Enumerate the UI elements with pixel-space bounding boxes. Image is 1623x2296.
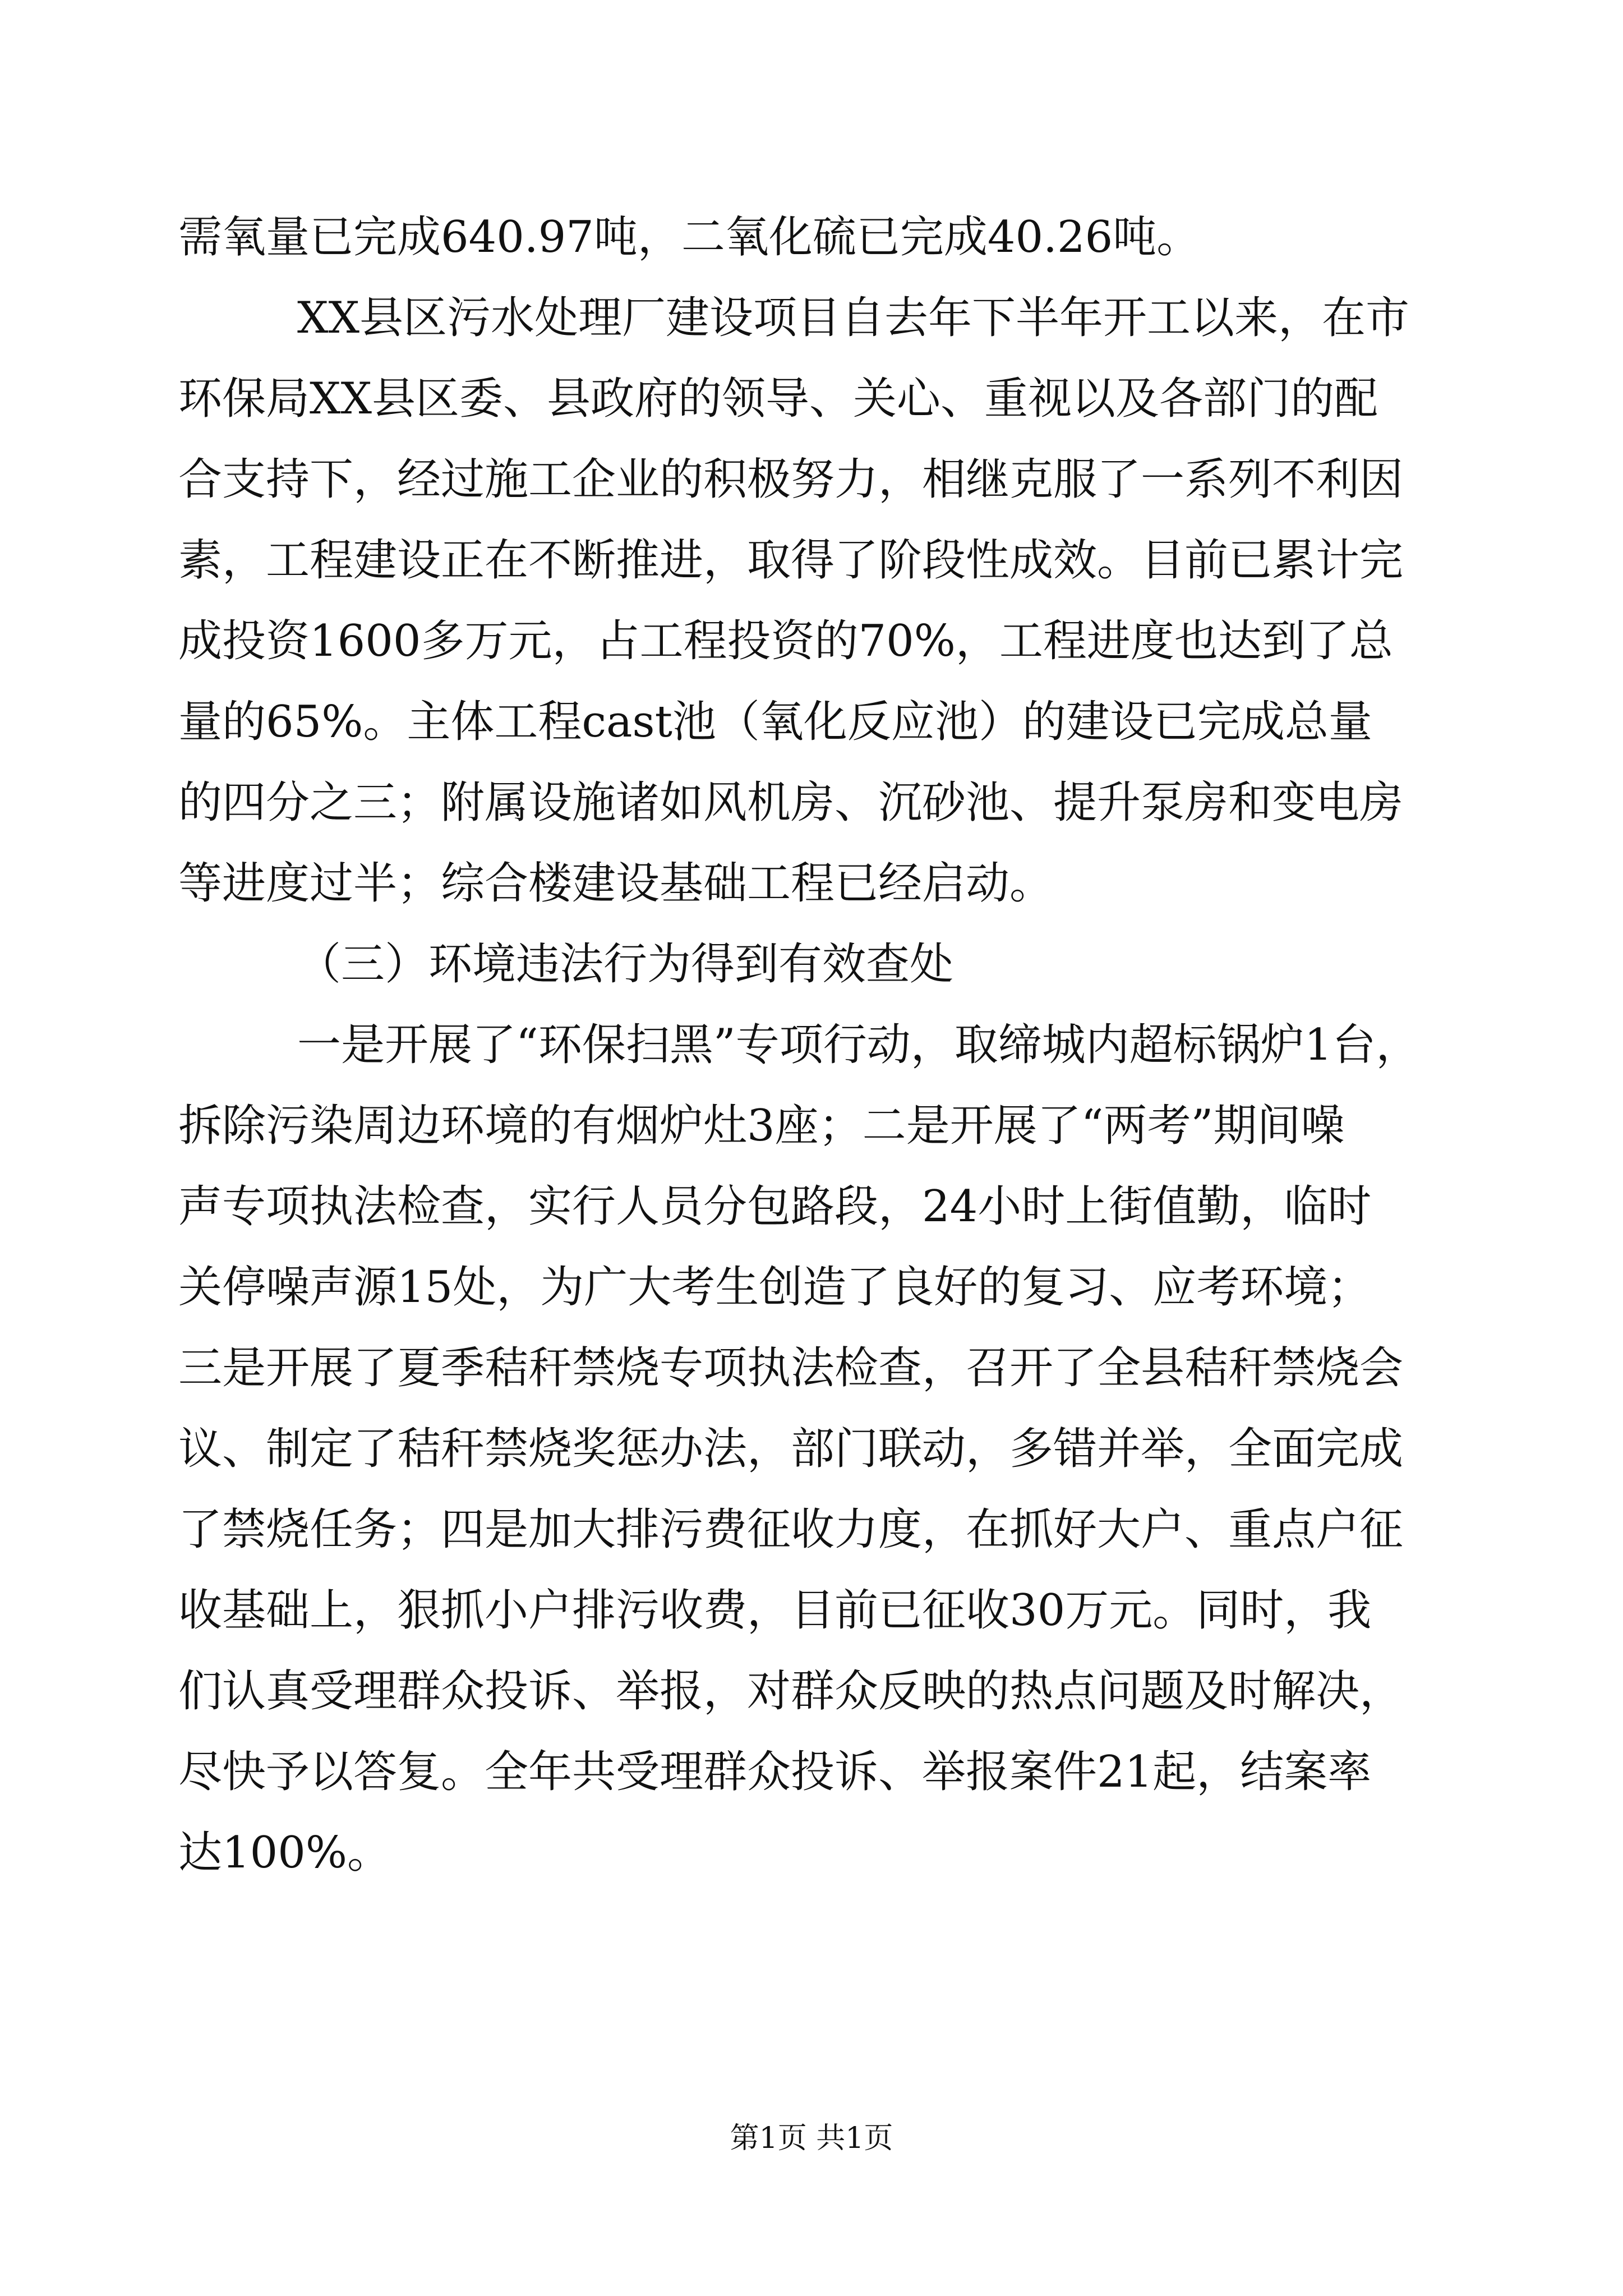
text-line: 拆除污染周边环境的有烟炉灶3座；二是开展了“两考”期间噪 bbox=[178, 1101, 1345, 1151]
paragraph-first-line: XX县区污水处理厂建设项目自去年下半年开工以来，在市 bbox=[297, 293, 1410, 343]
text-line: 了禁烧任务；四是加大排污费征收力度，在抓好大户、重点户征 bbox=[178, 1504, 1404, 1555]
page-footer: 第1页 共1页 bbox=[730, 2122, 893, 2155]
text-line: 尽快予以答复。全年共受理群众投诉、举报案件21起，结案率 bbox=[178, 1747, 1372, 1797]
text-line: 三是开展了夏季秸秆禁烧专项执法检查，召开了全县秸秆禁烧会 bbox=[178, 1343, 1404, 1393]
text-line: 素，工程建设正在不断推进，取得了阶段性成效。目前已累计完 bbox=[178, 535, 1404, 586]
paragraph-first-line: 一是开展了“环保扫黑”专项行动，取缔城内超标锅炉1台， bbox=[297, 1020, 1420, 1070]
text-line: 量的65%。主体工程cast池（氧化反应池）的建设已完成总量 bbox=[178, 697, 1372, 747]
text-line: 声专项执法检查，实行人员分包路段，24小时上街值勤，临时 bbox=[178, 1181, 1372, 1232]
text-line: 环保局XX县区委、县政府的领导、关心、重视以及各部门的配 bbox=[178, 374, 1378, 424]
section-heading: （三）环境违法行为得到有效查处 bbox=[297, 939, 954, 990]
text-line: 的四分之三；附属设施诸如风机房、沉砂池、提升泵房和变电房 bbox=[178, 777, 1404, 828]
text-line: 合支持下，经过施工企业的积极努力，相继克服了一系列不利因 bbox=[178, 454, 1404, 505]
text-line: 达100%。 bbox=[178, 1828, 391, 1878]
text-line: 收基础上，狠抓小户排污收费，目前已征收30万元。同时，我 bbox=[178, 1585, 1372, 1636]
text-line: 等进度过半；综合楼建设基础工程已经启动。 bbox=[178, 858, 1054, 909]
text-line: 议、制定了秸秆禁烧奖惩办法，部门联动，多错并举，全面完成 bbox=[178, 1424, 1404, 1474]
text-line: 关停噪声源15处，为广大考生创造了良好的复习、应考环境； bbox=[178, 1262, 1372, 1313]
text-line: 们认真受理群众投诉、举报，对群众反映的热点问题及时解决， bbox=[178, 1666, 1404, 1717]
text-line: 成投资1600多万元，占工程投资的70%，工程进度也达到了总 bbox=[178, 616, 1393, 666]
text-line: 需氧量已完成640.97吨，二氧化硫已完成40.26吨。 bbox=[178, 212, 1201, 263]
